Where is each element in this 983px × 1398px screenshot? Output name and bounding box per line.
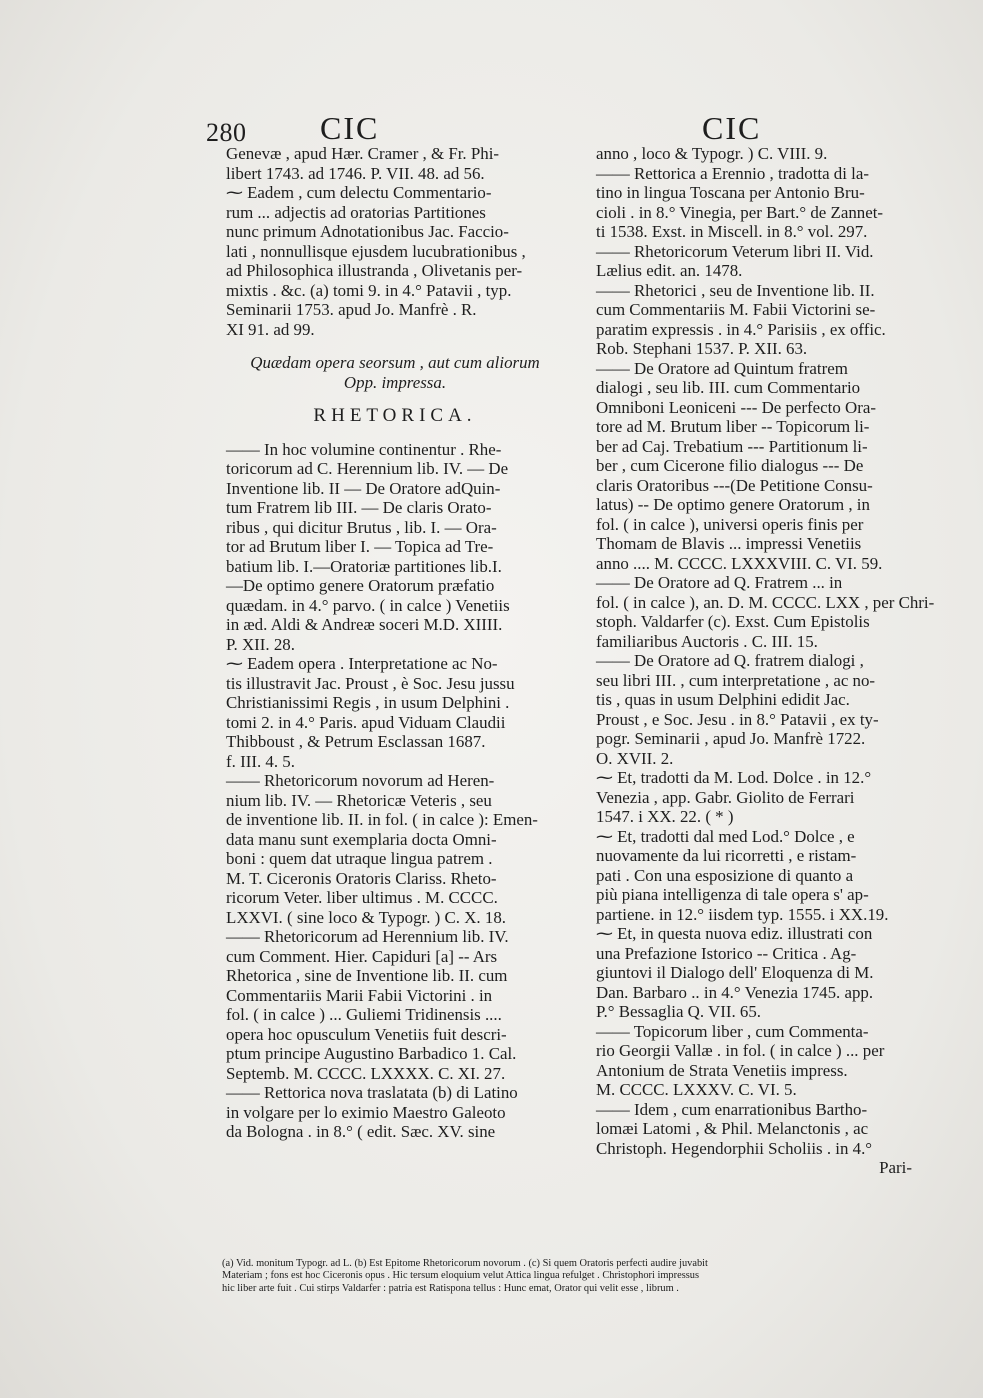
text-line: ber ad Caj. Trebatium --- Partitionum li-	[596, 436, 868, 456]
text-line: RHETORICA.	[313, 405, 477, 426]
text-line: Thibboust , & Petrum Esclassan 1687.	[226, 732, 486, 751]
text-line: fol. ( in calce ), an. D. M. CCCC. LXX , per Chri-	[596, 592, 935, 612]
text-line: Rhetorica , sine de Inventione lib. II. cum	[226, 966, 508, 985]
text-line: Seminarii 1753. apud Jo. Manfrè . R.	[226, 300, 477, 319]
text-line: O. XVII. 2.	[596, 748, 674, 768]
text-line: Rob. Stephani 1537. P. XII. 63.	[596, 339, 808, 358]
text-line: rum ... adjectis ad oratorias Partitiones	[226, 202, 486, 222]
text-line: —— Idem , cum enarrationibus Bartho-	[596, 1099, 868, 1119]
text-line: ti 1538. Exst. in Miscell. in 8.° vol. 297.	[596, 222, 868, 241]
text-line: toricorum ad C. Herennium lib. IV. — De	[226, 459, 509, 478]
text-line: nunc primum Adnotationibus Jac. Faccio-	[226, 222, 509, 241]
text-line: lomæi Latomi , & Phil. Melanctonis , ac	[596, 1119, 869, 1138]
text-line: Thomam de Blavis ... impressi Venetiis	[596, 534, 862, 553]
text-line: Omniboni Leoniceni --- De perfecto Ora-	[596, 397, 876, 417]
text-line: Venezia , app. Gabr. Giolito de Ferrari	[596, 787, 855, 807]
text-line: opera hoc opusculum Venetiis fuit descri-	[226, 1024, 507, 1044]
text-line: cum Commentariis M. Fabii Victorini se-	[596, 300, 876, 319]
running-head-left: CIC	[320, 110, 380, 146]
text-line: claris Oratoribus ---(De Petitione Consu-	[596, 475, 873, 495]
text-line: mixtis . &c. (a) tomi 9. in 4.° Patavii , typ.	[226, 280, 512, 300]
text-line: in æd. Aldi & Andreæ soceri M.D. XIIII.	[226, 615, 503, 634]
text-line: Opp. impressa.	[343, 372, 447, 392]
text-line: tomi 2. in 4.° Paris. apud Viduam Claudii	[226, 712, 506, 732]
text-line: P. XII. 28.	[226, 634, 295, 654]
text-line: —— De Oratore ad Quintum fratrem	[596, 358, 848, 378]
text-line: boni : quem dat utraque lingua patrem .	[226, 849, 493, 868]
text-line: fol. ( in calce ), universi operis finis per	[596, 514, 864, 534]
text-line: rio Georgii Vallæ . in fol. ( in calce ) ... per	[596, 1041, 885, 1060]
text-line: in volgare per lo eximio Maestro Galeoto	[226, 1102, 506, 1122]
spacer	[226, 392, 564, 406]
text-line: partiene. in 12.° iisdem typ. 1555. i XX.19.	[596, 904, 889, 924]
footnotes	[222, 1258, 920, 1295]
running-head-right: CIC	[702, 110, 762, 146]
text-line: Christianissimi Regis , in usum Delphini .	[226, 693, 510, 712]
text-line: cum Comment. Hier. Capiduri [a] -- Ars	[226, 946, 498, 966]
text-line: fol. ( in calce ) ... Guliemi Tridinensis ....	[226, 1005, 502, 1024]
text-line: —— Rhetoricorum Veterum libri II. Vid.	[596, 241, 874, 261]
text-line: Proust , e Soc. Jesu . in 8.° Patavii , ex ty-	[596, 709, 879, 729]
text-line: una Prefazione Istorico -- Critica . Ag-	[596, 943, 857, 963]
text-line: Commentariis Marii Fabii Victorini . in	[226, 985, 493, 1005]
text-line: —— De Oratore ad Q. Fratrem ... in	[596, 573, 843, 592]
text-line: libert 1743. ad 1746. P. VII. 48. ad 56.	[226, 163, 485, 183]
page-number: 280	[206, 118, 247, 147]
text-line: (a) Vid. monitum Typogr. ad L. (b) Est Epitome Rhetoricorum novorum . (c) Si quem Oratoris perfecti audire juvabit	[222, 1258, 708, 1269]
text-line: 1547. i XX. 22. ( * )	[596, 807, 734, 826]
text-line: —— Rhetoricorum novorum ad Heren-	[226, 771, 495, 790]
text-line: hic liber arte fuit . Cui stirps Valdarfer : patria est Ratispona tellus : Hunc emat, Orator qui velit esse , librum .	[222, 1282, 679, 1294]
text-line: Septemb. M. CCCC. LXXXX. C. XI. 27.	[226, 1063, 506, 1083]
text-line: —De optimo genere Oratorum præfatio	[226, 576, 495, 595]
text-line: stoph. Valdarfer (c). Exst. Cum Epistolis	[596, 612, 870, 631]
text-line: P.° Bessaglia Q. VII. 65.	[596, 1002, 762, 1021]
text-line: tum Fratrem lib III. — De claris Orato-	[226, 498, 492, 517]
text-line: M. CCCC. LXXXV. C. VI. 5.	[596, 1080, 797, 1099]
text-line: ptum principe Augustino Barbadico 1. Cal.	[226, 1044, 517, 1063]
text-line: —— Topicorum liber , cum Commenta-	[596, 1021, 869, 1041]
text-line: ⁓ Eadem , cum delectu Commentario-	[226, 183, 492, 202]
text-line: tis , quas in usum Delphini edidit Jac.	[596, 690, 850, 709]
text-line: Lælius edit. an. 1478.	[596, 261, 743, 280]
text-line: da Bologna . in 8.° ( edit. Sæc. XV. sine	[226, 1122, 496, 1141]
text-line: —— Rettorica nova traslatata (b) di Latino	[226, 1083, 518, 1102]
text-line: tino in lingua Toscana per Antonio Bru-	[596, 183, 865, 202]
text-line: ribus , qui dicitur Brutus , lib. I. — Ora-	[226, 517, 497, 537]
text-line: ⁓ Et, in questa nuova ediz. illustrati con	[596, 924, 873, 943]
text-line: latus) -- De optimo genere Oratorum , in	[596, 495, 870, 514]
text-line: data manu sunt exemplaria docta Omni-	[226, 829, 497, 849]
text-line: tis illustravit Jac. Proust , è Soc. Jesu jussu	[226, 673, 515, 693]
text-line: più piana intelligenza di tale opera s' ap-	[596, 885, 869, 904]
text-line: nuovamente da lui ricorretti , e ristam-	[596, 846, 857, 865]
text-line: Quædam opera seorsum , aut cum aliorum	[250, 353, 540, 372]
text-line: anno .... M. CCCC. LXXXVIII. C. VI. 59.	[596, 553, 883, 573]
text-line: Christoph. Hegendorphii Scholiis . in 4.°	[596, 1138, 873, 1158]
text-line: batium lib. I.—Oratoriæ partitiones lib.I.	[226, 556, 502, 576]
text-line: Pari-	[879, 1158, 912, 1177]
text-line: seu libri III. , cum interpretatione , ac no-	[596, 670, 876, 690]
text-line: giuntovi il Dialogo dell' Eloquenza di M.	[596, 963, 874, 982]
text-line: Antonium de Strata Venetiis impress.	[596, 1060, 848, 1080]
text-line: ber , cum Cicerone filio dialogus --- De	[596, 456, 864, 475]
text-line: ⁓ Eadem opera . Interpretatione ac No-	[226, 654, 498, 673]
text-line: —— Rettorica a Erennio , tradotta di la-	[596, 163, 869, 183]
text-line: tor ad Brutum liber I. — Topica ad Tre-	[226, 537, 494, 556]
text-line: M. T. Ciceronis Oratoris Clariss. Rheto-	[226, 868, 497, 888]
left-column	[226, 144, 564, 1142]
text-line: cioli . in 8.° Vinegia, per Bart.° de Zannet-	[596, 202, 884, 222]
text-line: familiaribus Auctoris . C. III. 15.	[596, 631, 818, 651]
text-line: dialogi , seu lib. III. cum Commentario	[596, 378, 861, 397]
text-line: de inventione lib. II. in fol. ( in calce ): Emen-	[226, 810, 538, 829]
text-line: ⁓ Et, tradotti da M. Lod. Dolce . in 12.°	[596, 768, 872, 787]
text-line: nium lib. IV. — Rhetoricæ Veteris , seu	[226, 790, 492, 810]
text-line: quædam. in 4.° parvo. ( in calce ) Venetiis	[226, 595, 510, 615]
text-line: paratim expressis . in 4.° Parisiis , ex offic.	[596, 319, 886, 339]
text-line: Materiam ; fons est hoc Ciceronis opus . Hic tersum eloquium velut Attica lingua refulget . Christophori impressus	[222, 1270, 700, 1282]
text-line: —— In hoc volumine continentur . Rhe-	[226, 439, 502, 459]
text-line: —— Rhetoricorum ad Herennium lib. IV.	[226, 927, 509, 946]
text-line: lati , nonnullisque ejusdem lucubrationibus ,	[226, 241, 526, 261]
text-line: anno , loco & Typogr. ) C. VIII. 9.	[596, 144, 828, 163]
text-line: XI 91. ad 99.	[226, 319, 315, 339]
spacer	[226, 339, 564, 353]
text-line: —— Rhetorici , seu de Inventione lib. II.	[596, 280, 875, 300]
text-line: Inventione lib. II — De Oratore adQuin-	[226, 478, 501, 498]
text-line: —— De Oratore ad Q. fratrem dialogi ,	[596, 651, 864, 670]
text-line: Dan. Barbaro .. in 4.° Venezia 1745. app.	[596, 982, 874, 1002]
right-column	[596, 144, 935, 1178]
text-line: ricorum Veter. liber ultimus . M. CCCC.	[226, 888, 498, 907]
text-line: tore ad M. Brutum liber -- Topicorum li-	[596, 417, 870, 436]
text-line: pogr. Seminarii , apud Jo. Manfrè 1722.	[596, 729, 866, 748]
text-line: LXXVI. ( sine loco & Typogr. ) C. X. 18.	[226, 907, 506, 927]
text-line: f. III. 4. 5.	[226, 751, 295, 771]
text-line: Genevæ , apud Hær. Cramer , & Fr. Phi-	[226, 144, 500, 163]
spacer	[226, 426, 564, 440]
text-line: ad Philosophica illustranda , Olivetanis per-	[226, 261, 523, 280]
text-line: pati . Con una esposizione di quanto a	[596, 865, 854, 885]
text-line: ⁓ Et, tradotti dal med Lod.° Dolce , e	[596, 826, 855, 846]
